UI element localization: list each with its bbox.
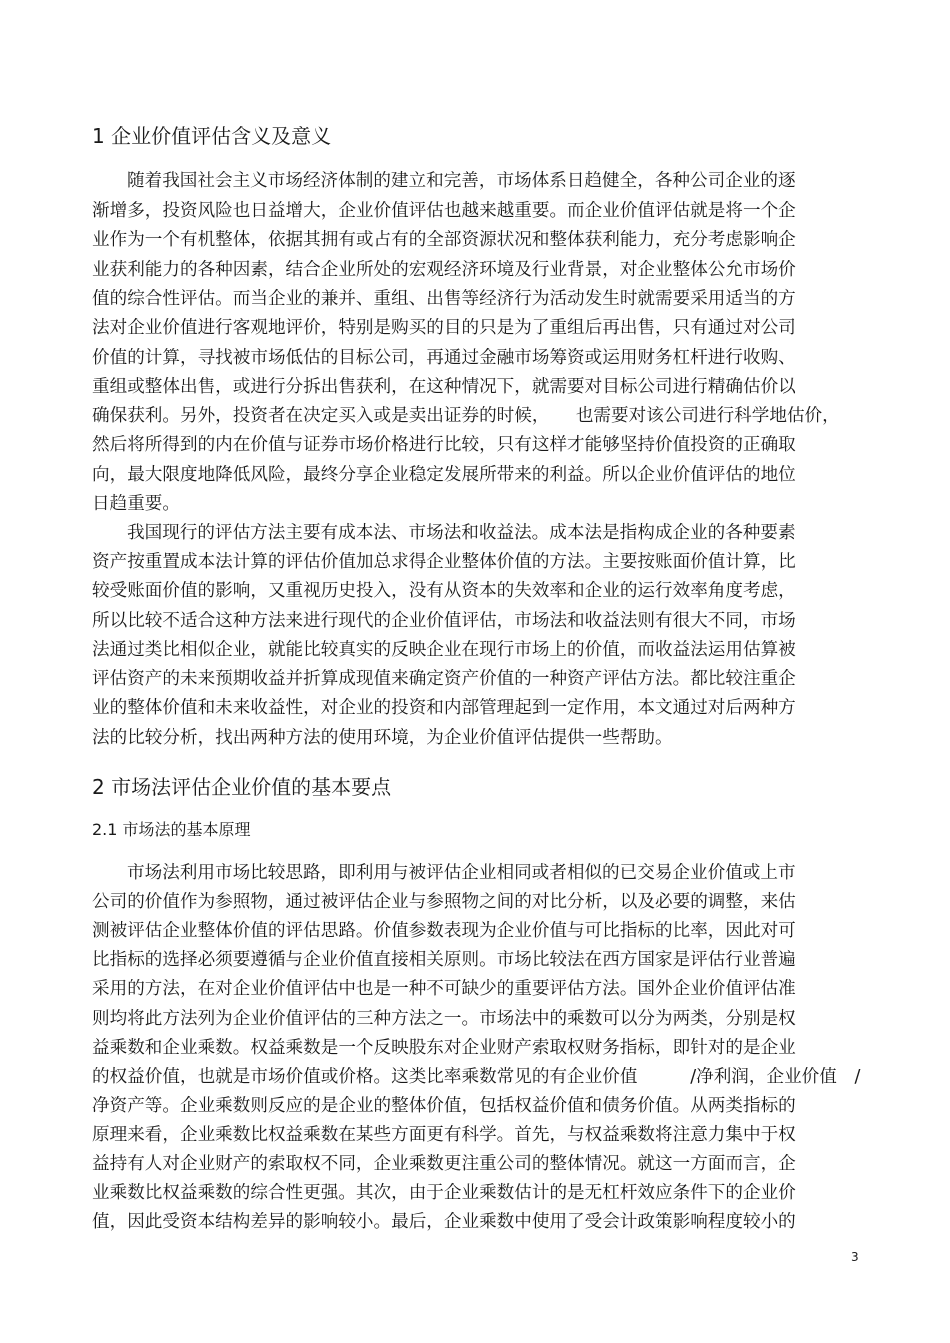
section-1-para-1-line: 日趋重要。	[92, 494, 180, 514]
section-2-1-para-line: 测被评估企业整体价值的评估思路。价值参数表现为企业价值与可比指标的比率，因此对可	[92, 921, 796, 941]
section-1-para-1-line: 法对企业价值进行客观地评价，特别是购买的目的只是为了重组后再出售，只有通过对公司	[92, 318, 796, 338]
section-1-para-2-line: 评估资产的未来预期收益并折算成现值来确定资产价值的一种资产评估方法。都比较注重企	[92, 669, 796, 689]
section-1-heading: 1 企业价值评估含义及意义	[92, 124, 332, 148]
section-1-para-2-line: 法通过类比相似企业，就能比较真实的反映企业在现行市场上的价值，而收益法运用估算被	[92, 640, 796, 660]
section-2-1-para-line: 业乘数比权益乘数的综合性更强。其次，由于企业乘数估计的是无杠杆效应条件下的企业价	[92, 1183, 796, 1203]
section-1-para-1-line: 业作为一个有机整体，依据其拥有或占有的全部资源状况和整体获利能力，充分考虑影响企	[92, 230, 796, 250]
section-2-1-para-line: 公司的价值作为参照物，通过被评估企业与参照物之间的对比分析，以及必要的调整，来估	[92, 892, 796, 912]
section-2-1-para-line: 原理来看，企业乘数比权益乘数在某些方面更有科学。首先，与权益乘数将注意力集中于权	[92, 1125, 796, 1145]
section-2-1-para-line: 值，因此受资本结构差异的影响较小。最后，企业乘数中使用了受会计政策影响程度较小的	[92, 1212, 796, 1232]
section-1-para-1-line: 值的综合性评估。而当企业的兼并、重组、出售等经济行为活动发生时就需要采用适当的方	[92, 289, 796, 309]
section-2-1-para-line: 益乘数和企业乘数。权益乘数是一个反映股东对企业财产索取权财务指标，即针对的是企业	[92, 1038, 796, 1058]
section-1-para-2-line: 资产按重置成本法计算的评估价值加总求得企业整体价值的方法。主要按账面价值计算，比	[92, 552, 796, 572]
section-1-para-1-line: 价值的计算，寻找被市场低估的目标公司，再通过金融市场筹资或运用财务杠杆进行收购、	[92, 348, 796, 368]
section-1-para-2-line: 较受账面价值的影响，又重视历史投入，没有从资本的失效率和企业的运行效率角度考虑，	[92, 581, 796, 601]
section-2-1-para-line: 的权益价值，也就是市场价值或价格。这类比率乘数常见的有企业价值 /净利润，企业价值 /	[92, 1067, 861, 1087]
section-2-1-para-line: 净资产等。企业乘数则反应的是企业的整体价值，包括权益价值和债务价值。从两类指标的	[92, 1096, 796, 1116]
section-1-para-2-line: 所以比较不适合这种方法来进行现代的企业价值评估，市场法和收益法则有很大不同，市场	[92, 611, 796, 631]
section-1-para-2-line: 业的整体价值和未来收益性，对企业的投资和内部管理起到一定作用，本文通过对后两种方	[92, 698, 796, 718]
section-1-para-1-line: 然后将所得到的内在价值与证券市场价格进行比较，只有这样才能够坚持价值投资的正确取	[92, 435, 796, 455]
section-1-para-1-line: 渐增多，投资风险也日益增大，企业价值评估也越来越重要。而企业价值评估就是将一个企	[92, 201, 796, 221]
section-2-1-subheading: 2.1 市场法的基本原理	[92, 820, 251, 839]
section-1-para-2-line: 法的比较分析，找出两种方法的使用环境，为企业价值评估提供一些帮助。	[92, 728, 673, 748]
section-2-1-para-line: 益持有人对企业财产的索取权不同，企业乘数更注重公司的整体情况。就这一方面而言，企	[92, 1154, 796, 1174]
section-2-1-para-line: 则均将此方法列为企业价值评估的三种方法之一。市场法中的乘数可以分为两类，分别是权	[92, 1009, 796, 1029]
section-1-para-1-line: 业获利能力的各种因素，结合企业所处的宏观经济环境及行业背景，对企业整体公允市场价	[92, 260, 796, 280]
section-1-para-1-line: 随着我国社会主义市场经济体制的建立和完善，市场体系日趋健全，各种公司企业的逐	[127, 171, 796, 191]
page-number: 3	[851, 1250, 859, 1264]
section-1-para-1-line: 向，最大限度地降低风险，最终分享企业稳定发展所带来的利益。所以企业价值评估的地位	[92, 465, 796, 485]
section-1-para-2-line: 我国现行的评估方法主要有成本法、市场法和收益法。成本法是指构成企业的各种要素	[127, 523, 796, 543]
section-2-1-para-line: 采用的方法，在对企业价值评估中也是一种不可缺少的重要评估方法。国外企业价值评估准	[92, 979, 796, 999]
section-1-para-1-line: 确保获利。另外，投资者在决定买入或是卖出证券的时候， 也需要对该公司进行科学地估价，	[92, 406, 840, 426]
section-1-para-1-line: 重组或整体出售，或进行分拆出售获利，在这种情况下，就需要对目标公司进行精确估价以	[92, 377, 796, 397]
section-2-1-para-line: 市场法利用市场比较思路，即利用与被评估企业相同或者相似的已交易企业价值或上市	[127, 863, 796, 883]
section-2-heading: 2 市场法评估企业价值的基本要点	[92, 775, 392, 799]
section-2-1-para-line: 比指标的选择必须要遵循与企业价值直接相关原则。市场比较法在西方国家是评估行业普遍	[92, 950, 796, 970]
